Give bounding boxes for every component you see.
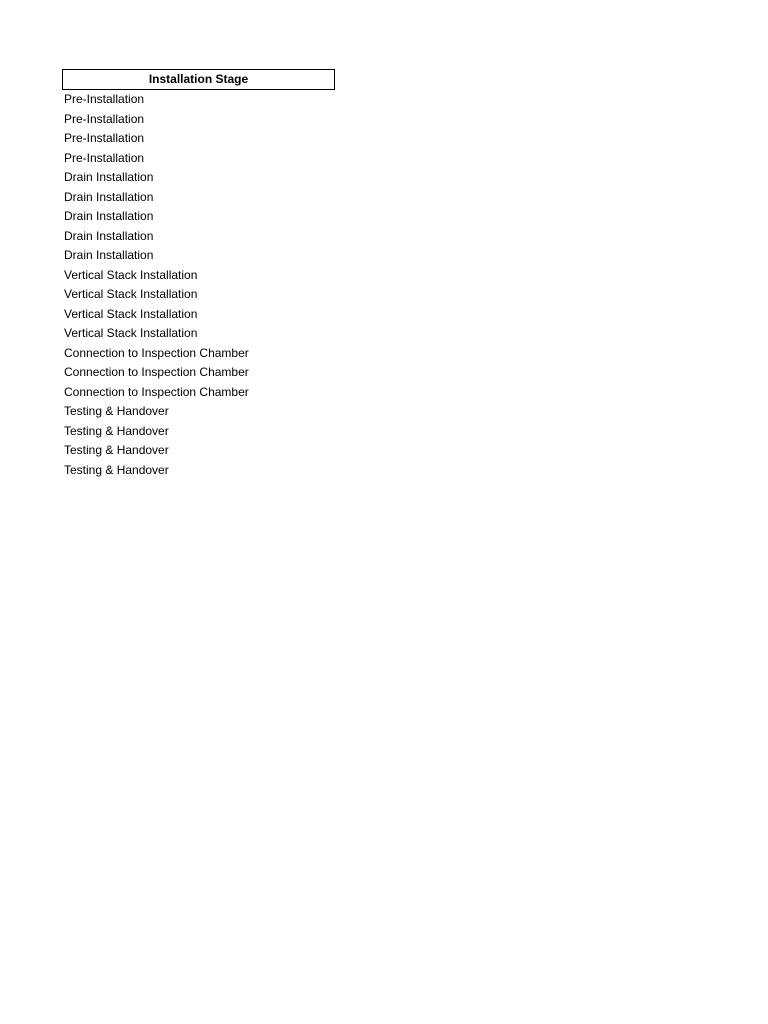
column-header: Installation Stage [62,69,335,90]
table-row: Drain Installation [64,170,154,184]
table-row: Connection to Inspection Chamber [64,345,249,360]
table-row: Testing & Handover [64,423,169,438]
table-row: Drain Installation [64,189,154,204]
table-row: Vertical Stack Installation [64,287,198,301]
table-row: Connection to Inspection Chamber [64,365,249,379]
table-row: Connection to Inspection Chamber [64,384,249,399]
table-row: Pre-Installation [64,150,145,165]
table-row: Vertical Stack Installation [64,306,198,321]
table-row: Testing & Handover [64,443,169,457]
table-row: Drain Installation [64,228,154,243]
table-row: Testing & Handover [64,462,169,477]
table-row: Testing & Handover [64,404,169,418]
table-row: Pre-Installation [64,92,145,106]
table-row: Pre-Installation [64,131,145,145]
table-row: Vertical Stack Installation [64,326,198,340]
installation-stage-table [62,69,335,480]
table-row: Vertical Stack Installation [64,267,198,282]
table-row: Drain Installation [64,209,154,223]
table-row: Pre-Installation [64,111,145,126]
table-row: Drain Installation [64,248,154,262]
stage-list [62,90,335,480]
